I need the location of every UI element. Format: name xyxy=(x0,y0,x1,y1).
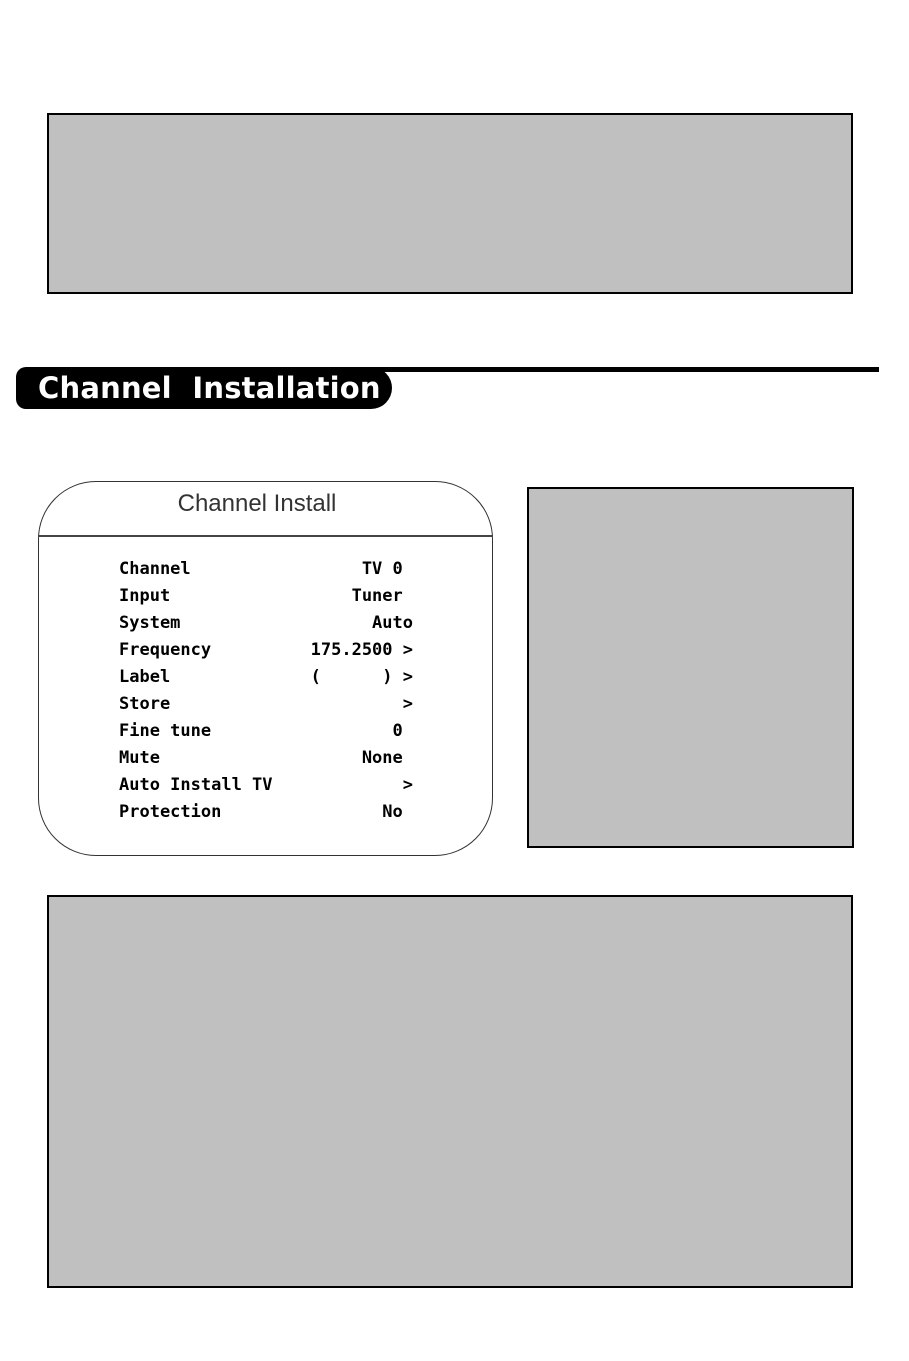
menu-item-value: ( ) > xyxy=(310,667,413,687)
menu-item-label: Frequency xyxy=(119,640,212,660)
menu-item-label: Fine tune xyxy=(119,721,212,741)
menu-item-value: None xyxy=(361,748,413,768)
menu-item-frequency[interactable] xyxy=(119,637,413,664)
placeholder-box-side xyxy=(527,487,854,848)
menu-item-label: Auto Install TV xyxy=(119,775,273,795)
menu-title-divider xyxy=(38,535,493,537)
menu-item-label: Label xyxy=(119,667,171,687)
menu-item-label: Store xyxy=(119,694,171,714)
menu-item-label: Channel xyxy=(119,559,191,579)
menu-item-system[interactable] xyxy=(119,610,413,637)
menu-item-label: Input xyxy=(119,586,171,606)
placeholder-box-top xyxy=(47,113,853,294)
menu-item-fine-tune[interactable] xyxy=(119,718,413,745)
menu-item-value: > xyxy=(402,694,413,714)
section-header xyxy=(16,367,392,409)
menu-item-store[interactable] xyxy=(119,691,413,718)
menu-item-value: TV 0 xyxy=(361,559,413,579)
menu-item-input[interactable] xyxy=(119,583,413,610)
menu-item-value: 175.2500 > xyxy=(310,640,413,660)
menu-item-value: > xyxy=(402,775,413,795)
menu-item-label: Mute xyxy=(119,748,160,768)
section-header-rule xyxy=(300,367,879,372)
section-title: Channel Installation xyxy=(38,371,381,405)
menu-item-channel[interactable] xyxy=(119,556,413,583)
menu-item-value: Auto xyxy=(372,613,413,633)
channel-install-menu xyxy=(38,481,493,856)
placeholder-box-bottom xyxy=(47,895,853,1288)
menu-item-protection[interactable] xyxy=(119,799,413,826)
menu-item-value: Tuner xyxy=(351,586,413,606)
menu-item-value: No xyxy=(382,802,413,822)
menu-item-mute[interactable] xyxy=(119,745,413,772)
menu-item-label-setting[interactable] xyxy=(119,664,413,691)
menu-item-label: Protection xyxy=(119,802,222,822)
menu-item-auto-install-tv[interactable] xyxy=(119,772,413,799)
menu-item-value: 0 xyxy=(392,721,413,741)
menu-title: Channel Install xyxy=(177,490,337,517)
menu-item-label: System xyxy=(119,613,181,633)
